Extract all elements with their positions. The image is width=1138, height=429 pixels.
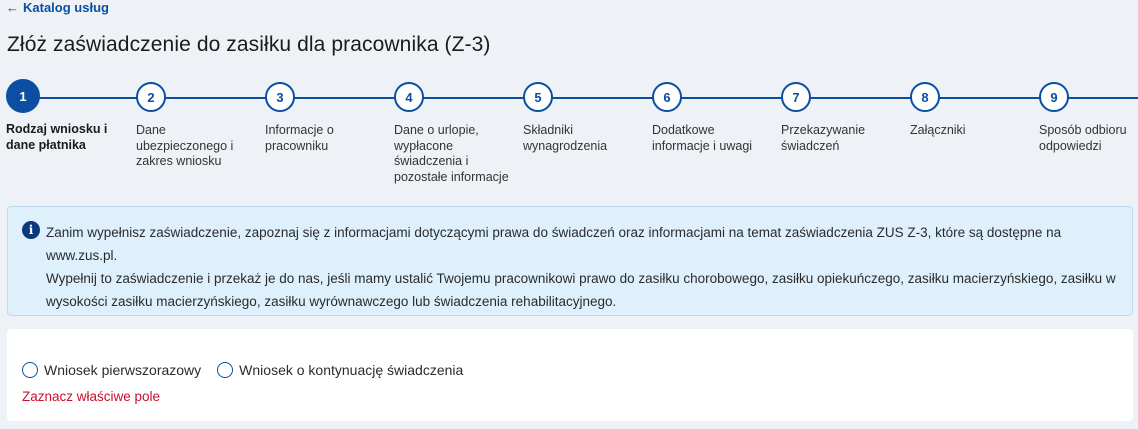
radio-circle-icon[interactable] [217, 362, 233, 378]
step-4[interactable] [394, 82, 519, 185]
step-label: Sposób odbioru odpowiedzi [1039, 123, 1127, 153]
info-text-2: Wypełnij to zaświadczenie i przekaż je do nas, jeśli mamy ustalić Twojemu pracownikowi prawo do zasiłku chorobowego, zasiłku opiekuńczego, zasiłku macierzyńskiego, zasiłku w wysokości zasiłku macierzyńskiego, zasiłku wyrównawczego lub świadczenia rehabilitacyjnego. [46, 271, 1116, 309]
step-label: Dane o urlopie, wypłacone świadczenia i pozostałe informacje [394, 123, 509, 184]
step-2[interactable] [136, 82, 261, 170]
info-text-1: Zanim wypełnisz zaświadczenie, zapoznaj się z informacjami dotyczącymi prawa do świadczeń oraz informacjami na temat zaświadczenia ZUS Z-3, które są dostępne na www.zus.pl. [46, 225, 1062, 263]
step-number: 5 [523, 82, 553, 112]
step-number: 8 [910, 82, 940, 112]
radio-circle-icon[interactable] [22, 362, 38, 378]
step-label: Dane ubezpieczonego i zakres wniosku [136, 123, 234, 168]
step-1[interactable] [6, 80, 131, 153]
form-card [7, 329, 1133, 421]
step-number: 1 [6, 79, 40, 113]
step-number: 6 [652, 82, 682, 112]
step-label: Składniki wynagrodzenia [523, 123, 608, 153]
radio-label: Wniosek o kontynuację świadczenia [239, 362, 464, 378]
back-link-katalog[interactable] [6, 0, 109, 15]
validation-error: Zaznacz właściwe pole [22, 389, 161, 404]
step-6[interactable] [652, 82, 777, 154]
radio-first-request[interactable] [22, 362, 201, 378]
page-title: Złóż zaświadczenie do zasiłku dla pracownika (Z-3) [7, 33, 491, 56]
step-number: 7 [781, 82, 811, 112]
step-label: Załączniki [910, 123, 966, 137]
request-type-radio-group [22, 362, 463, 378]
step-number: 3 [265, 82, 295, 112]
radio-continuation-request[interactable] [217, 362, 463, 378]
step-label: Przekazywanie świadczeń [781, 123, 866, 153]
step-number: 4 [394, 82, 424, 112]
step-number: 2 [136, 82, 166, 112]
back-link-label: Katalog usług [23, 0, 109, 15]
arrow-left-icon: ← [6, 0, 19, 15]
step-7[interactable] [781, 82, 906, 154]
step-8[interactable] [910, 82, 1035, 139]
step-9[interactable] [1039, 82, 1137, 154]
step-5[interactable] [523, 82, 648, 154]
info-box [7, 206, 1133, 316]
step-label: Informacje o pracowniku [265, 123, 334, 153]
step-3[interactable] [265, 82, 390, 154]
info-icon: i [22, 221, 40, 239]
step-label: Rodzaj wniosku i dane płatnika [6, 122, 108, 152]
step-label: Dodatkowe informacje i uwagi [652, 123, 753, 153]
radio-label: Wniosek pierwszorazowy [44, 362, 202, 378]
stepper [0, 80, 1138, 190]
step-number: 9 [1039, 82, 1069, 112]
